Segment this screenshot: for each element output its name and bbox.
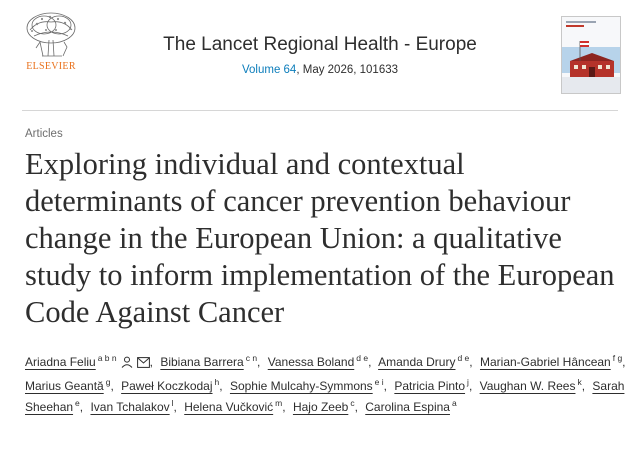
author-affiliation-marks[interactable]: l xyxy=(171,398,174,408)
author-separator: , xyxy=(79,400,84,414)
author-affiliation-marks[interactable]: e xyxy=(75,398,80,408)
article-title: Exploring individual and contextual determinants of cancer prevention behaviour change in the European Union: a qualitative study to inform implementation of the European Code Against Cancer xyxy=(25,147,615,329)
author-list xyxy=(25,352,630,419)
author-separator: , xyxy=(354,400,358,414)
author-name-link[interactable]: Paweł Koczkodaj xyxy=(121,378,213,393)
header-divider xyxy=(22,110,618,111)
author-affiliation-marks[interactable]: c xyxy=(350,398,355,408)
author-name-link[interactable]: Sarah Sheehan xyxy=(25,378,625,414)
author-separator: , xyxy=(581,378,586,393)
author-item xyxy=(229,376,388,393)
author-name-link[interactable]: Patricia Pinto xyxy=(394,378,466,393)
author-item xyxy=(479,376,586,393)
author-item xyxy=(365,400,456,414)
volume-link[interactable]: Volume 64 xyxy=(241,64,297,76)
journal-header xyxy=(0,0,640,108)
author-item xyxy=(394,376,473,393)
author-name-link[interactable]: Sophie Mulcahy-Symmons xyxy=(229,378,373,393)
envelope-icon[interactable] xyxy=(137,354,150,376)
author-separator: , xyxy=(282,400,286,414)
author-affiliation-marks[interactable]: h xyxy=(214,376,220,387)
author-name-link[interactable]: Carolina Espina xyxy=(365,400,450,414)
author-item xyxy=(480,355,627,369)
author-item xyxy=(268,355,373,369)
author-name-link[interactable]: Marius Geantă xyxy=(25,378,104,393)
author-separator: , xyxy=(219,378,223,393)
author-name-link[interactable]: Bibiana Barrera xyxy=(160,355,244,369)
author-affiliation-marks[interactable]: a xyxy=(451,398,457,408)
author-name-link[interactable]: Vaughan W. Rees xyxy=(479,378,576,393)
author-affiliation-marks[interactable]: g xyxy=(105,376,111,387)
article-type: Articles xyxy=(25,128,63,140)
author-name-link[interactable]: Vanessa Boland xyxy=(267,355,355,369)
author-name-link[interactable]: Helena Vučković xyxy=(184,400,274,414)
author-separator: , xyxy=(173,400,177,414)
journal-issue-info xyxy=(0,64,640,76)
author-separator: , xyxy=(469,355,473,369)
author-name-link[interactable]: Hajo Zeeb xyxy=(292,400,349,414)
author-affiliation-marks[interactable]: k xyxy=(577,376,582,387)
author-affiliation-marks[interactable]: d e xyxy=(457,353,470,363)
author-separator: , xyxy=(383,378,387,393)
author-affiliation-marks[interactable]: d e xyxy=(356,353,369,363)
author-name-link[interactable]: Ariadna Feliu xyxy=(25,355,96,369)
journal-title[interactable]: The Lancet Regional Health - Europe xyxy=(163,34,477,55)
author-affiliation-marks[interactable]: f g xyxy=(612,353,623,363)
author-affiliation-marks[interactable]: c n xyxy=(245,353,258,363)
author-item xyxy=(25,376,115,393)
author-item xyxy=(90,400,177,414)
author-affiliation-marks[interactable]: a b n xyxy=(97,353,117,363)
author-item xyxy=(293,400,359,414)
author-separator: , xyxy=(368,355,372,369)
author-separator: , xyxy=(110,378,114,393)
person-icon[interactable] xyxy=(121,354,133,376)
author-item xyxy=(160,355,261,369)
author-separator: , xyxy=(257,355,261,369)
author-separator: , xyxy=(149,355,153,369)
author-separator: , xyxy=(468,378,473,393)
author-affiliation-marks[interactable]: m xyxy=(275,398,283,408)
author-name-link[interactable]: Ivan Tchalakov xyxy=(90,400,170,414)
author-name-link[interactable]: Marian-Gabriel Hâncean xyxy=(479,355,611,369)
author-separator: , xyxy=(622,355,626,369)
author-affiliation-marks[interactable]: e i xyxy=(374,376,384,387)
author-affiliation-marks[interactable]: j xyxy=(467,376,469,387)
author-name-link[interactable]: Amanda Drury xyxy=(378,355,456,369)
author-item xyxy=(184,400,286,414)
journal-cover-thumbnail[interactable] xyxy=(561,16,621,94)
author-item xyxy=(378,355,474,369)
author-item xyxy=(25,355,154,369)
author-item xyxy=(121,376,223,393)
issue-details: , May 2026, 101633 xyxy=(296,64,399,76)
publisher-name[interactable]: ELSEVIER xyxy=(26,61,76,72)
